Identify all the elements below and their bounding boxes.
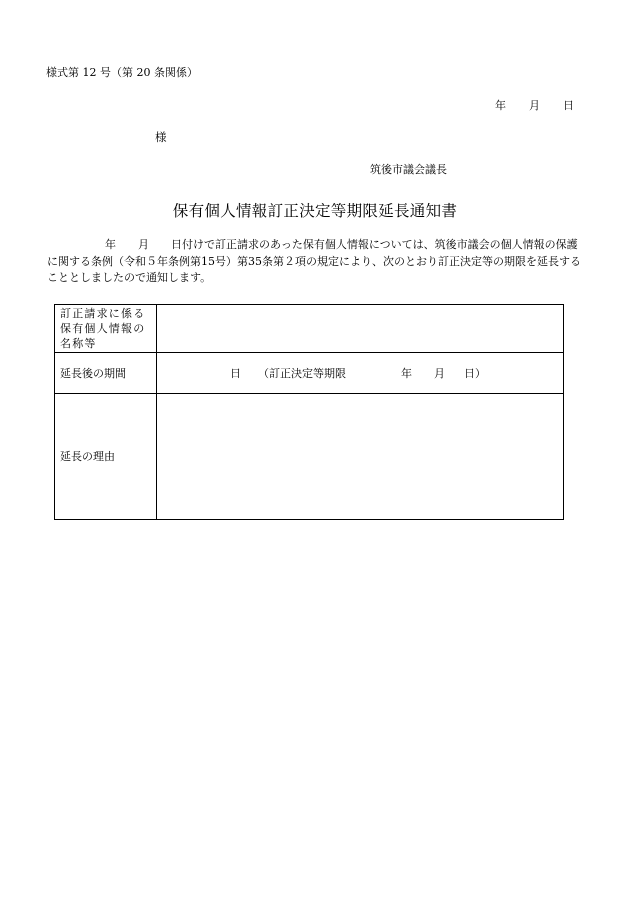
addressee-honorific: 様 — [155, 130, 167, 144]
issue-date — [495, 97, 574, 113]
body-sentence: 日付けで訂正請求のあった保有個人情報については、筑後市議会の個人情報の保護に関する条例（令和５年条例第15号）第35条第２項の規定により、次のとおり訂正決定等の期限を延長することとしましたので通知します。 — [47, 238, 581, 284]
deadline-year-label: 年 — [401, 367, 412, 380]
date-year-label: 年 — [495, 99, 506, 112]
info-name-label-cell — [55, 305, 157, 353]
body-month-label: 月 — [138, 238, 149, 251]
info-name-label: 訂正請求に係る保有個人情報の名称等 — [60, 307, 146, 350]
notice-body — [47, 237, 582, 287]
table-row — [55, 394, 564, 520]
extension-reason-label: 延長の理由 — [60, 450, 115, 463]
deadline-month-label: 月 — [434, 367, 445, 380]
table-row — [55, 353, 564, 394]
form-number: 様式第 12 号（第 20 条関係） — [46, 66, 198, 79]
deadline-label: （訂正決定等期限 — [258, 367, 346, 380]
info-name-value-cell — [157, 305, 564, 353]
notice-table — [54, 304, 564, 520]
period-day-label: 日 — [230, 367, 241, 380]
extended-period-value — [157, 365, 563, 381]
date-day-label: 日 — [563, 99, 574, 112]
document-title: 保有個人情報訂正決定等期限延長通知書 — [172, 202, 458, 220]
extended-period-label: 延長後の期間 — [60, 366, 126, 380]
body-year-label: 年 — [105, 238, 116, 251]
extension-reason-value-cell — [157, 394, 564, 520]
table-row — [55, 305, 564, 353]
extension-reason-label-cell — [55, 394, 157, 520]
extended-period-value-cell — [157, 353, 564, 394]
date-month-label: 月 — [529, 99, 540, 112]
extended-period-label-cell — [55, 353, 157, 394]
sender-name: 筑後市議会議長 — [370, 163, 447, 176]
deadline-day-label: 日） — [464, 367, 486, 380]
